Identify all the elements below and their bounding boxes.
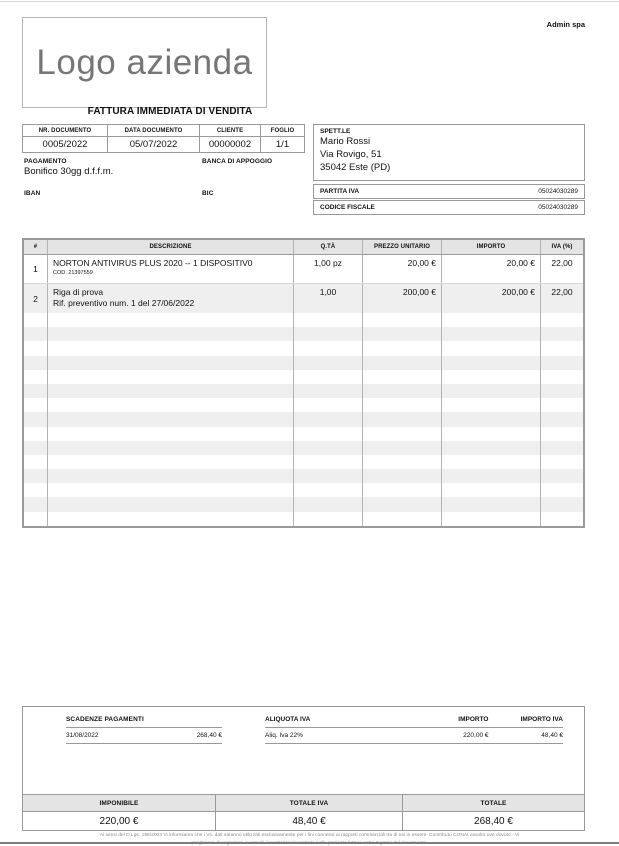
empty-item-row xyxy=(24,370,583,384)
iban-label: IBAN xyxy=(24,190,41,197)
partita-iva-value: 05024030289 xyxy=(538,188,578,195)
col-header-unit-price: PREZZO UNITARIO xyxy=(363,240,442,254)
empty-item-row xyxy=(24,356,583,370)
empty-item-row xyxy=(24,427,583,441)
summary-box xyxy=(22,706,585,831)
empty-item-row xyxy=(24,327,583,341)
vat-base-value: 220,00 € xyxy=(463,732,489,739)
vat-summary-row xyxy=(265,728,563,744)
client-code-cell xyxy=(200,125,261,152)
payment-schedule-row xyxy=(66,728,222,744)
empty-item-rows xyxy=(24,313,583,526)
doc-date-value: 05/07/2022 xyxy=(129,139,178,150)
sheet-label: FOGLIO xyxy=(261,125,304,137)
item-2-unit-price: 200,00 € xyxy=(363,284,442,313)
client-code-label: CLIENTE xyxy=(200,125,260,137)
item-2-vat: 22,00 xyxy=(551,287,573,297)
logo-text: Logo azienda xyxy=(36,42,253,82)
imponibile-value: 220,00 € xyxy=(23,812,216,830)
doc-number-value: 0005/2022 xyxy=(42,139,88,150)
item-1-qty: 1,00 pz xyxy=(294,255,363,283)
vat-amount-value: 48,40 € xyxy=(541,732,563,739)
empty-item-row xyxy=(24,384,583,398)
vat-base-header: IMPORTO xyxy=(458,716,489,723)
schedule-date: 31/08/2022 xyxy=(66,732,99,739)
totals-table xyxy=(23,794,584,830)
item-2-description xyxy=(48,284,294,313)
partita-iva-row xyxy=(313,184,585,199)
payment-schedule-title: SCADENZE PAGAMENTI xyxy=(66,714,222,728)
item-1-description-main: NORTON ANTIVIRUS PLUS 2020 -- 1 DISPOSITIV0 xyxy=(53,258,253,268)
company-name: Admin spa xyxy=(546,20,585,29)
empty-item-row xyxy=(24,412,583,426)
col-header-amount: IMPORTO xyxy=(442,240,541,254)
empty-item-row xyxy=(24,497,583,511)
doc-date-cell xyxy=(108,125,200,152)
doc-number-label: NR. DOCUMENTO xyxy=(23,125,107,137)
vat-summary-table xyxy=(265,714,563,744)
bank-label: BANCA DI APPOGGIO xyxy=(202,158,273,165)
empty-item-row xyxy=(24,398,583,412)
doc-date-label: DATA DOCUMENTO xyxy=(108,125,199,137)
totale-label: TOTALE xyxy=(480,799,507,807)
totals-value-row xyxy=(23,812,584,830)
totale-value: 268,40 € xyxy=(474,815,513,827)
col-header-vat: IVA (%) xyxy=(551,244,573,250)
empty-item-row xyxy=(24,313,583,327)
schedule-amount: 268,40 € xyxy=(196,732,222,739)
totale-iva-value: 48,40 € xyxy=(216,812,403,830)
customer-name: Mario Rossi xyxy=(320,136,371,147)
item-2-amount: 200,00 € xyxy=(442,284,541,313)
item-row-2 xyxy=(24,284,583,313)
line-items-table xyxy=(22,238,585,528)
document-info-table xyxy=(22,124,305,153)
codice-fiscale-row xyxy=(313,200,585,215)
imponibile-label: IMPONIBILE xyxy=(23,795,216,811)
empty-item-row xyxy=(24,469,583,483)
vat-summary-header xyxy=(265,714,563,728)
vat-rate-header: ALIQUOTA IVA xyxy=(265,716,311,723)
vat-rate-value: Aliq. Iva 22% xyxy=(265,732,303,739)
item-1-vat: 22,00 xyxy=(551,258,573,268)
col-header-qty: Q.TÀ xyxy=(294,240,363,254)
client-code-value: 00000002 xyxy=(208,139,252,150)
col-header-num: # xyxy=(24,240,48,254)
item-1-description xyxy=(48,255,294,283)
payment-schedule-table xyxy=(66,714,222,744)
customer-address-box xyxy=(313,124,585,181)
sheet-cell xyxy=(261,125,304,152)
customer-address-2: 35042 Este (PD) xyxy=(320,162,391,173)
empty-item-row xyxy=(24,441,583,455)
document-title: FATTURA IMMEDIATA DI VENDITA xyxy=(87,106,253,117)
item-2-description-main: Riga di prova xyxy=(53,287,104,297)
doc-number-cell xyxy=(23,125,108,152)
item-1-description-code: COD. 21397559 xyxy=(53,270,93,276)
page-top-edge xyxy=(0,1,619,2)
empty-item-row xyxy=(24,455,583,469)
item-1-num: 1 xyxy=(24,255,48,283)
codice-fiscale-label: CODICE FISCALE xyxy=(320,204,375,211)
item-1-unit-price: 20,00 € xyxy=(363,255,442,283)
empty-item-row xyxy=(24,512,583,526)
customer-address-1: Via Rovigo, 51 xyxy=(320,149,382,160)
vat-amount-header: IMPORTO IVA xyxy=(520,716,563,723)
bic-label: BIC xyxy=(202,190,214,197)
items-header-row xyxy=(24,240,583,255)
item-1-amount: 20,00 € xyxy=(442,255,541,283)
payment-label: PAGAMENTO xyxy=(24,158,67,165)
spettle-label: SPETT.LE xyxy=(320,128,351,135)
col-header-description: DESCRIZIONE xyxy=(48,240,294,254)
payment-value: Bonifico 30gg d.f.f.m. xyxy=(24,166,114,177)
item-2-num: 2 xyxy=(24,284,48,313)
item-2-qty: 1,00 xyxy=(294,284,363,313)
item-row-1 xyxy=(24,255,583,284)
empty-item-row xyxy=(24,341,583,355)
codice-fiscale-value: 05024030289 xyxy=(538,204,578,211)
empty-item-row xyxy=(24,483,583,497)
legal-footer-line-1: Ai sensi del D.Lgs. 196/2003 Vi informiamo che i Vs. dati saranno utilizzati esclusivamente per i fini connessi ai rapporti commerciali tra di noi in essere. Contributo CONAI assolto ove dovuto - Vi xyxy=(99,833,520,838)
sheet-value: 1/1 xyxy=(275,139,290,150)
item-2-description-ref: Rif. preventivo num. 1 del 27/06/2022 xyxy=(53,298,195,308)
partita-iva-label: PARTITA IVA xyxy=(320,188,360,195)
totale-iva-label: TOTALE IVA xyxy=(216,795,403,811)
company-logo-box xyxy=(22,17,267,108)
totals-header-row xyxy=(23,794,584,812)
